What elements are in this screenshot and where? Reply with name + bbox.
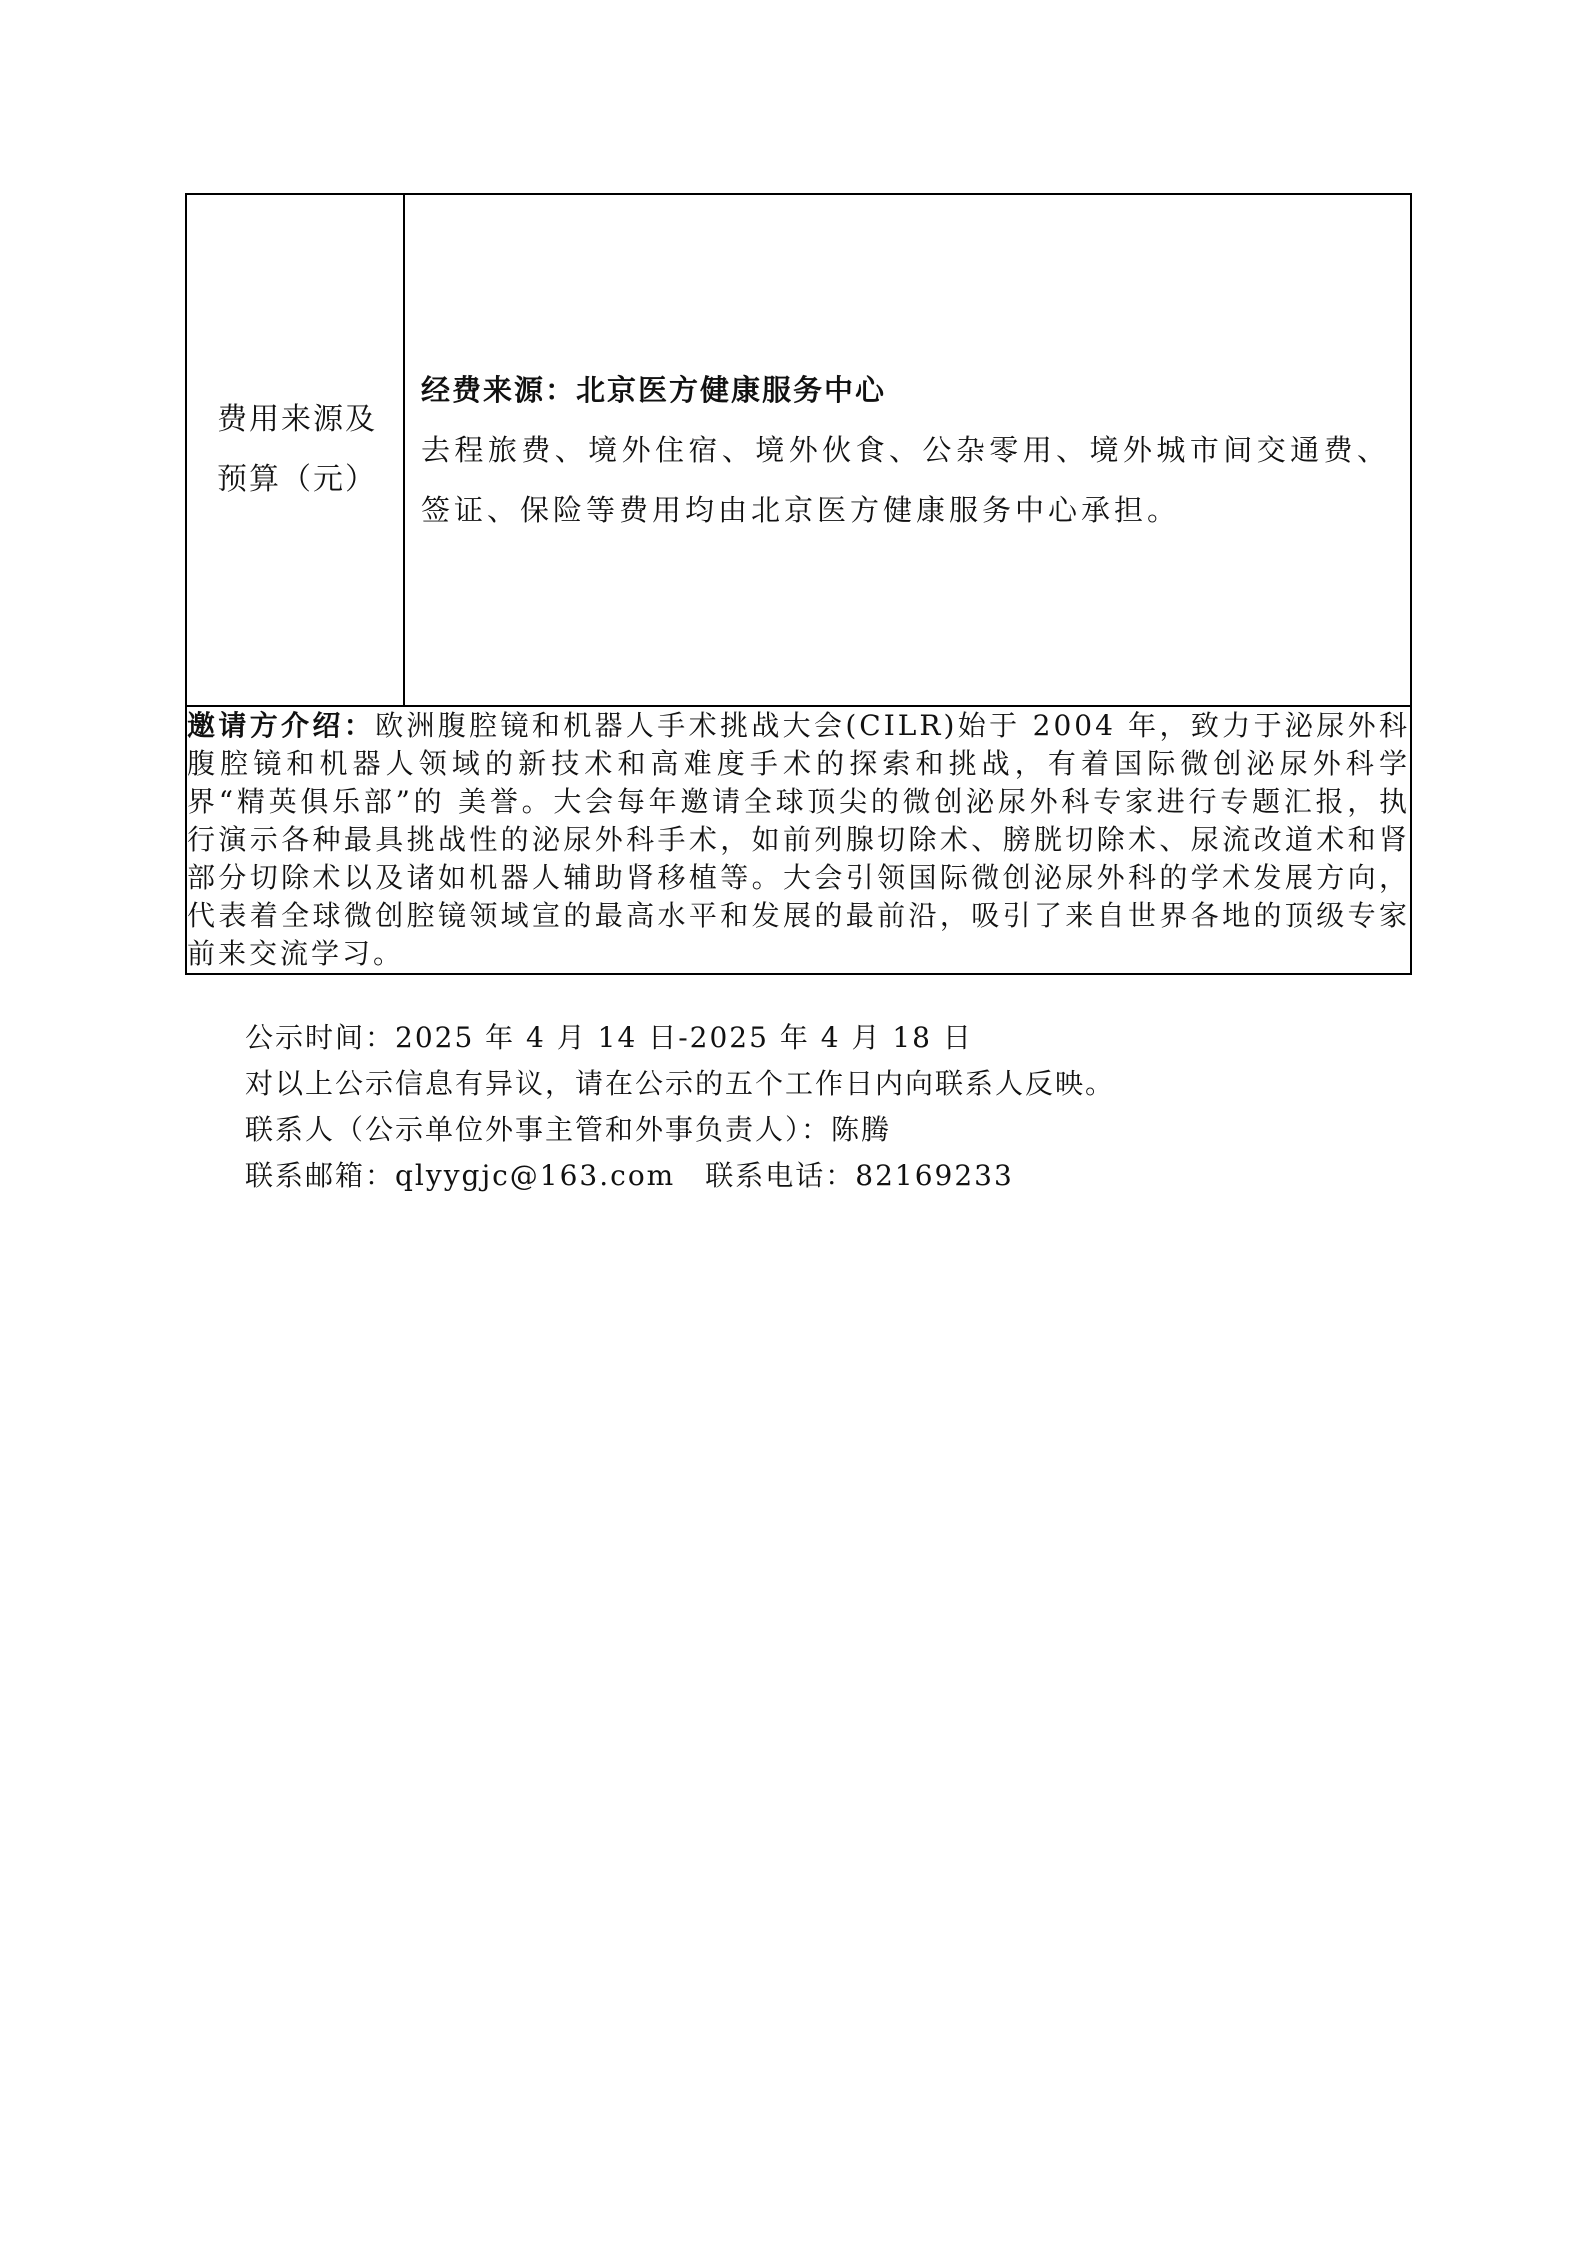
funding-source-line [421,360,1390,420]
notice-contact-line [245,1153,1395,1199]
funding-source-label: 经费来源： [421,373,577,407]
budget-label: 费用来源及预算（元） [217,402,377,497]
budget-content-cell [404,194,1411,706]
budget-label-cell [186,194,404,706]
contact-phone: 联系电话：82169233 [705,1159,1014,1192]
budget-row [186,194,1411,706]
contact-email: 联系邮箱：qlyygjc@163.com [245,1159,676,1192]
inviter-text: 欧洲腹腔镜和机器人手术挑战大会(CILR)始于 2004 年，致力于泌尿外科腹腔镜和机器人领域的新技术和高难度手术的探索和挑战，有着国际微创泌尿外科学界“精英俱乐部”的 美誉。大会每年邀请全球顶尖的微创泌尿外科专家进行专题汇报，执行演示各种最具挑战性的泌尿外科手术，如前列腺切除术、膀胱切除术、尿流改道术和肾部分切除术以及诸如机器人辅助肾移植等。大会引领国际微创泌尿外科的学术发展方向，代表着全球微创腔镜领域宣的最高水平和发展的最前沿，吸引了来自世界各地的顶级专家前来交流学习。 [187,709,1410,970]
notice-contact-person: 联系人（公示单位外事主管和外事负责人）：陈腾 [245,1113,892,1146]
inviter-row [186,706,1411,974]
funding-source-value: 北京医方健康服务中心 [576,373,887,407]
notice-objection: 对以上公示信息有异议，请在公示的五个工作日内向联系人反映。 [245,1067,1116,1100]
notice-period: 公示时间：2025 年 4 月 14 日-2025 年 4 月 18 日 [245,1021,973,1054]
inviter-label: 邀请方介绍： [187,709,376,742]
funding-detail: 去程旅费、境外住宿、境外伙食、公杂零用、境外城市间交通费、签证、保险等费用均由北京医方健康服务中心承担。 [421,433,1390,527]
notice-section [245,1015,1395,1199]
info-table [185,193,1412,975]
inviter-cell [186,706,1411,974]
budget-content [405,360,1410,540]
